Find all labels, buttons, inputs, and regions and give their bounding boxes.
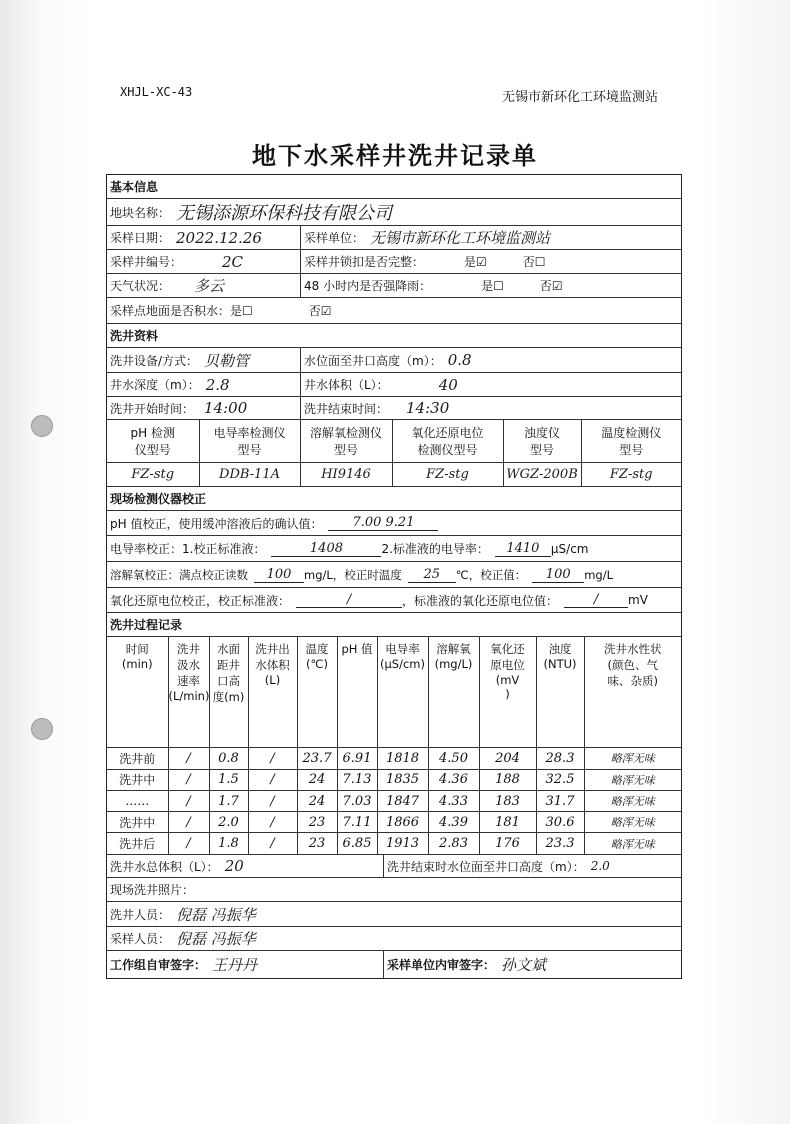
process-cell[interactable]: / bbox=[168, 811, 209, 833]
process-cell[interactable]: / bbox=[168, 791, 209, 811]
process-cell[interactable]: 2.83 bbox=[428, 833, 479, 855]
orp-calib-label: 氧化还原电位校正，校正标准液： bbox=[110, 593, 291, 608]
weather-value[interactable]: 多云 bbox=[194, 277, 225, 295]
volume-value[interactable]: 40 bbox=[438, 375, 458, 394]
ponding-label: 采样点地面是否积水：是☐ bbox=[110, 304, 253, 318]
process-cell[interactable]: 32.5 bbox=[536, 769, 584, 791]
organization-name: 无锡市新环化工环境监测站 bbox=[501, 90, 658, 105]
end-level-label: 洗井结束时水位面至井口高度（m）： bbox=[387, 859, 585, 874]
row-cond-calib bbox=[107, 536, 681, 562]
instrument-model-temp[interactable]: FZ-stg bbox=[581, 462, 681, 487]
process-cell[interactable]: 23.7 bbox=[297, 748, 337, 770]
row-sampler bbox=[107, 927, 681, 951]
lock-yes-checkbox[interactable]: 是☑ bbox=[464, 255, 487, 269]
orp-potential-value[interactable]: / bbox=[564, 592, 628, 608]
process-cell[interactable]: 188 bbox=[479, 769, 536, 791]
orp-potential-label: ，标准液的氧化还原电位值： bbox=[402, 593, 559, 608]
form-code: XHJL-XC-43 bbox=[120, 85, 193, 99]
well-label: 采样井编号： bbox=[110, 255, 183, 269]
equip-value[interactable]: 贝勒管 bbox=[204, 351, 250, 370]
start-value[interactable]: 14:00 bbox=[204, 399, 248, 417]
process-stage: 洗井前 bbox=[107, 748, 168, 770]
process-cell[interactable]: 2.0 bbox=[209, 811, 248, 833]
rain-no-checkbox[interactable]: 否☑ bbox=[539, 279, 563, 293]
process-cell[interactable]: 1913 bbox=[377, 833, 428, 855]
cond-calib-label: 电导率校正：1.校正标准液： bbox=[110, 542, 266, 556]
section-basic: 基本信息 bbox=[107, 175, 681, 199]
punch-hole bbox=[31, 415, 53, 437]
process-cell[interactable]: 1.7 bbox=[209, 791, 248, 811]
section-calibration: 现场检测仪器校正 bbox=[107, 487, 681, 511]
process-cell[interactable]: 176 bbox=[479, 833, 536, 855]
total-volume-label: 洗井水总体积（L）： bbox=[110, 859, 219, 874]
process-cell[interactable]: 181 bbox=[479, 811, 536, 833]
row-total bbox=[107, 855, 681, 878]
process-cell[interactable]: 6.85 bbox=[337, 833, 377, 855]
process-cell[interactable]: / bbox=[248, 811, 297, 833]
process-header-7: 溶解氧 (mg/L) bbox=[428, 637, 479, 748]
process-row bbox=[107, 833, 681, 855]
process-cell[interactable]: / bbox=[248, 748, 297, 770]
process-cell[interactable]: 183 bbox=[479, 791, 536, 811]
date-label: 采样日期： bbox=[110, 231, 171, 245]
lock-label: 采样井锁扣是否完整： bbox=[304, 255, 425, 269]
selfcheck-signature[interactable]: 王丹丹 bbox=[212, 956, 258, 974]
process-cell[interactable]: 23.3 bbox=[536, 833, 584, 855]
row-ponding bbox=[107, 298, 681, 324]
row-orp-calib bbox=[107, 588, 681, 613]
do-temp-value[interactable]: 25 bbox=[408, 567, 456, 583]
ph-calib-value[interactable]: 7.00 9.21 bbox=[328, 515, 438, 531]
row-photo bbox=[107, 878, 681, 902]
row-time bbox=[107, 397, 681, 420]
process-cell[interactable]: 1.8 bbox=[209, 833, 248, 855]
process-cell[interactable]: 31.7 bbox=[536, 791, 584, 811]
process-cell[interactable]: 23 bbox=[297, 833, 337, 855]
row-depth bbox=[107, 373, 681, 397]
form-title: 地下水采样井洗井记录单 bbox=[252, 142, 538, 170]
washer-signature[interactable]: 倪磊 冯振华 bbox=[176, 905, 256, 924]
ponding-no-checkbox[interactable]: 否☑ bbox=[308, 304, 332, 318]
process-header-4: 温度 (℃) bbox=[297, 637, 337, 748]
process-cell[interactable]: / bbox=[248, 769, 297, 791]
process-cell[interactable]: 略浑无味 bbox=[584, 748, 681, 770]
well-value[interactable]: 2C bbox=[222, 252, 244, 271]
process-row bbox=[107, 791, 681, 811]
process-cell[interactable]: 4.50 bbox=[428, 748, 479, 770]
unit-value[interactable]: 无锡市新环化工环境监测站 bbox=[370, 229, 551, 247]
process-stage: …… bbox=[107, 791, 168, 811]
section-process: 洗井过程记录 bbox=[107, 613, 681, 637]
process-cell[interactable]: 24 bbox=[297, 769, 337, 791]
process-cell[interactable]: 7.13 bbox=[337, 769, 377, 791]
process-cell[interactable]: 7.11 bbox=[337, 811, 377, 833]
instrument-model-ph[interactable]: FZ-stg bbox=[107, 462, 199, 487]
unitcheck-label: 采样单位内审签字： bbox=[387, 958, 496, 972]
process-cell[interactable]: / bbox=[248, 791, 297, 811]
lock-no-checkbox[interactable]: 否☐ bbox=[522, 255, 546, 269]
unitcheck-signature[interactable]: 孙文斌 bbox=[501, 956, 547, 974]
instrument-header: 电导率检测仪 型号 bbox=[199, 420, 300, 462]
plot-value[interactable]: 无锡添源环保科技有限公司 bbox=[176, 203, 393, 224]
date-value[interactable]: 2022.12.26 bbox=[176, 228, 262, 247]
process-header-8: 氧化还 原电位 (mV ) bbox=[479, 637, 536, 748]
orp-standard-value[interactable]: / bbox=[296, 592, 402, 608]
process-row bbox=[107, 748, 681, 770]
start-label: 洗井开始时间： bbox=[110, 401, 195, 416]
cond-conductivity-value[interactable]: 1410 bbox=[495, 541, 551, 557]
row-weather bbox=[107, 274, 681, 298]
process-cell[interactable]: 28.3 bbox=[536, 748, 584, 770]
cond-standard-label: 2.标准液的电导率： bbox=[381, 542, 489, 556]
do-temp-label: mg/L，校正时温度 bbox=[304, 567, 402, 582]
process-cell[interactable]: 略浑无味 bbox=[584, 791, 681, 811]
row-date bbox=[107, 226, 681, 250]
process-cell[interactable]: 4.36 bbox=[428, 769, 479, 791]
process-cell[interactable]: 1.5 bbox=[209, 769, 248, 791]
punch-hole bbox=[31, 718, 53, 740]
cond-standard-value[interactable]: 1408 bbox=[271, 541, 381, 557]
section-washinfo: 洗井资料 bbox=[107, 324, 681, 348]
rain-yes-checkbox[interactable]: 是☐ bbox=[481, 279, 504, 293]
instrument-header: pH 检测 仪型号 bbox=[107, 420, 199, 462]
row-plot bbox=[107, 199, 681, 226]
instrument-table bbox=[107, 420, 681, 487]
row-well bbox=[107, 250, 681, 274]
process-header-2: 水面 距井 口高 度(m) bbox=[209, 637, 248, 748]
do-reading-value[interactable]: 100 bbox=[254, 567, 304, 583]
process-row bbox=[107, 769, 681, 791]
process-header-10: 洗井水性状 (颜色、气 味、杂质) bbox=[584, 637, 681, 748]
process-stage: 洗井中 bbox=[107, 769, 168, 791]
plot-label: 地块名称： bbox=[110, 205, 171, 220]
do-unit: mg/L bbox=[584, 567, 614, 582]
record-form bbox=[106, 174, 682, 979]
do-calib-label: 溶解氧校正：满点校正读数 bbox=[110, 567, 248, 582]
end-label: 洗井结束时间： bbox=[304, 401, 389, 416]
washer-label: 洗井人员： bbox=[110, 907, 171, 922]
end-value[interactable]: 14:30 bbox=[406, 399, 450, 417]
process-cell[interactable]: / bbox=[168, 833, 209, 855]
process-header-0: 时间 (min) bbox=[107, 637, 168, 748]
sampler-label: 采样人员： bbox=[110, 932, 171, 946]
row-equip bbox=[107, 348, 681, 373]
unit-label: 采样单位： bbox=[304, 231, 365, 245]
instrument-header: 浊度仪 型号 bbox=[503, 420, 581, 462]
selfcheck-label: 工作组自审签字： bbox=[110, 958, 207, 972]
level-value[interactable]: 0.8 bbox=[447, 351, 472, 369]
orp-unit: mV bbox=[628, 593, 648, 607]
process-cell[interactable]: 略浑无味 bbox=[584, 833, 681, 855]
process-header-3: 洗井出 水体积 (L) bbox=[248, 637, 297, 748]
process-cell[interactable]: 0.8 bbox=[209, 748, 248, 770]
process-cell[interactable]: / bbox=[168, 748, 209, 770]
process-cell[interactable]: 1866 bbox=[377, 811, 428, 833]
depth-label: 井水深度（m）： bbox=[110, 378, 200, 392]
process-header-5: pH 值 bbox=[337, 637, 377, 748]
do-corrected-value[interactable]: 100 bbox=[532, 567, 584, 583]
process-cell[interactable]: 23 bbox=[297, 811, 337, 833]
process-stage: 洗井中 bbox=[107, 811, 168, 833]
row-review bbox=[107, 951, 681, 978]
equip-label: 洗井设备/方式： bbox=[110, 353, 199, 368]
instrument-model-orp[interactable]: FZ-stg bbox=[392, 462, 503, 487]
weather-label: 天气状况： bbox=[110, 279, 171, 293]
volume-label: 井水体积（L）： bbox=[304, 378, 389, 392]
process-header-9: 浊度 (NTU) bbox=[536, 637, 584, 748]
process-stage: 洗井后 bbox=[107, 833, 168, 855]
process-row bbox=[107, 811, 681, 833]
photo-label: 现场洗井照片： bbox=[110, 883, 195, 897]
instrument-model-conductivity[interactable]: DDB-11A bbox=[199, 462, 300, 487]
instrument-header: 温度检测仪 型号 bbox=[581, 420, 681, 462]
row-do-calib bbox=[107, 562, 681, 588]
instrument-model-do[interactable]: HI9146 bbox=[300, 462, 392, 487]
process-cell[interactable]: 略浑无味 bbox=[584, 769, 681, 791]
row-washer bbox=[107, 902, 681, 927]
process-cell[interactable]: 1835 bbox=[377, 769, 428, 791]
end-level-value[interactable]: 2.0 bbox=[590, 859, 610, 873]
process-cell[interactable]: 6.91 bbox=[337, 748, 377, 770]
process-cell[interactable]: 30.6 bbox=[536, 811, 584, 833]
process-cell[interactable]: 204 bbox=[479, 748, 536, 770]
instrument-header: 溶解氧检测仪 型号 bbox=[300, 420, 392, 462]
process-cell[interactable]: 24 bbox=[297, 791, 337, 811]
instrument-model-turbidity[interactable]: WGZ-200B bbox=[503, 462, 581, 487]
process-cell[interactable]: 4.33 bbox=[428, 791, 479, 811]
process-cell[interactable]: 7.03 bbox=[337, 791, 377, 811]
process-cell[interactable]: / bbox=[248, 833, 297, 855]
process-cell[interactable]: 1818 bbox=[377, 748, 428, 770]
ph-calib-label: pH 值校正，使用缓冲溶液后的确认值： bbox=[110, 516, 323, 531]
process-cell[interactable]: / bbox=[168, 769, 209, 791]
total-volume-value[interactable]: 20 bbox=[224, 857, 244, 875]
process-cell[interactable]: 4.39 bbox=[428, 811, 479, 833]
sampler-signature[interactable]: 倪磊 冯振华 bbox=[176, 930, 256, 948]
process-cell[interactable]: 略浑无味 bbox=[584, 811, 681, 833]
level-label: 水位面至井口高度（m）： bbox=[304, 353, 442, 368]
rain-label: 48 小时内是否强降雨： bbox=[304, 279, 432, 293]
process-header-1: 洗井 汲水 速率 (L/min) bbox=[168, 637, 209, 748]
depth-value[interactable]: 2.8 bbox=[205, 375, 230, 394]
process-header-6: 电导率 (μS/cm) bbox=[377, 637, 428, 748]
process-table bbox=[107, 637, 681, 855]
process-cell[interactable]: 1847 bbox=[377, 791, 428, 811]
instrument-header: 氧化还原电位 检测仪型号 bbox=[392, 420, 503, 462]
row-ph-calib bbox=[107, 511, 681, 536]
cond-unit: μS/cm bbox=[550, 541, 589, 556]
do-corrected-label: ℃，校正值： bbox=[455, 567, 527, 582]
